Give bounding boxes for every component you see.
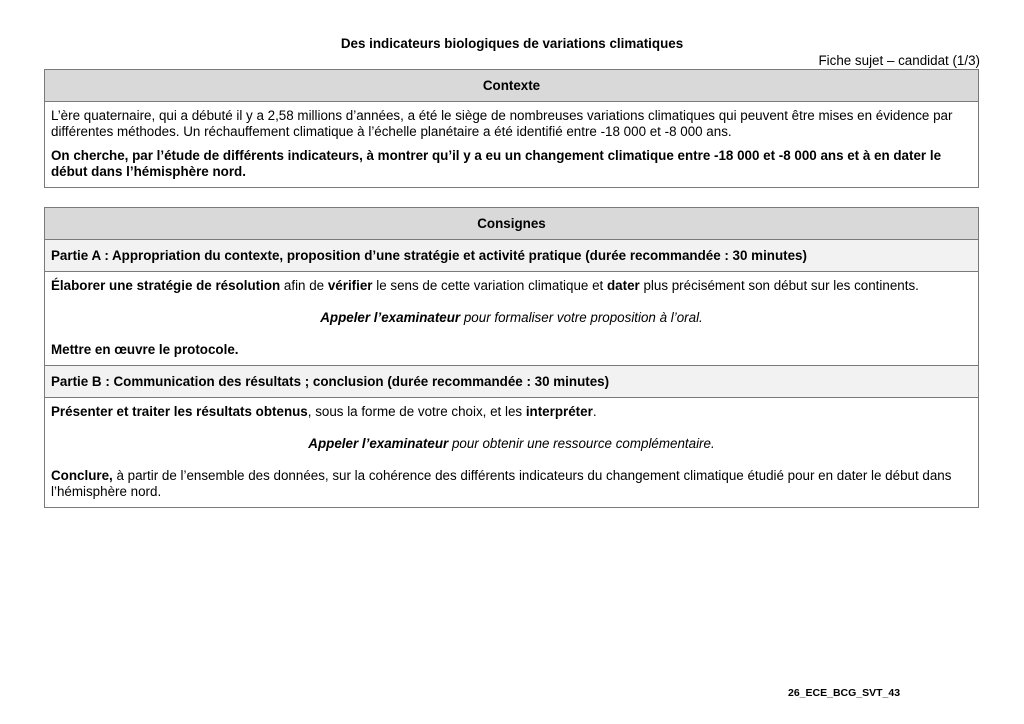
contexte-paragraph: L’ère quaternaire, qui a débuté il y a 2,58 millions d’années, a été le siège de nombreuses variations climatiques qui peuvent être mises en évidence par différentes méthodes. Un réchauffement climatique à l’échelle planétaire a été identifié entre -18 000 et -8 000 ans. xyxy=(51,108,953,139)
conclude-label: Conclure, xyxy=(51,468,113,483)
partie-b-body xyxy=(45,398,978,507)
call-examiner-label: Appeler l’examinateur xyxy=(308,436,449,451)
document-title: Des indicateurs biologiques de variations climatiques xyxy=(340,36,684,51)
contexte-section xyxy=(44,69,979,188)
document-code: 26_ECE_BCG_SVT_43 xyxy=(788,687,901,699)
partie-a-body xyxy=(45,272,978,366)
partie-b-call-examiner xyxy=(51,436,972,452)
instruction-verify: vérifier xyxy=(327,278,373,293)
call-examiner-text: pour obtenir une ressource complémentaire. xyxy=(448,436,715,451)
instruction-text: afin de xyxy=(280,278,328,293)
consignes-heading: Consignes xyxy=(45,208,978,240)
contexte-heading: Contexte xyxy=(45,70,978,102)
instruction-text: le sens de cette variation climatique et xyxy=(372,278,607,293)
instruction-text: . xyxy=(592,404,597,419)
instruction-text: plus précisément son début sur les continents. xyxy=(639,278,919,293)
contexte-objective: On cherche, par l’étude de différents indicateurs, à montrer qu’il y a eu un changement climatique entre -18 000 et -8 000 ans et à en dater le début dans l’hémisphère nord. xyxy=(51,148,942,179)
partie-a-call-examiner xyxy=(51,310,972,326)
partie-a-protocol: Mettre en œuvre le protocole. xyxy=(51,342,239,357)
conclude-text: à partir de l’ensemble des données, sur la cohérence des différents indicateurs du changement climatique étudié pour en dater le début dans l’hémisphère nord. xyxy=(51,468,952,499)
contexte-body xyxy=(45,102,978,187)
instruction-interpret: interpréter xyxy=(525,404,593,419)
call-examiner-label: Appeler l’examinateur xyxy=(320,310,461,325)
partie-a-heading: Partie A : Appropriation du contexte, proposition d’une stratégie et activité pratique (durée recommandée : 30 minutes) xyxy=(45,240,978,272)
partie-a-instruction xyxy=(51,278,972,294)
consignes-section xyxy=(44,207,979,508)
partie-b-conclusion xyxy=(51,468,972,500)
instruction-date: dater xyxy=(606,278,640,293)
document-subtitle: Fiche sujet – candidat (1/3) xyxy=(818,53,980,68)
call-examiner-text: pour formaliser votre proposition à l’oral. xyxy=(460,310,703,325)
partie-b-instruction xyxy=(51,404,972,420)
instruction-strategy: Élaborer une stratégie de résolution xyxy=(51,278,281,293)
partie-b-heading: Partie B : Communication des résultats ; conclusion (durée recommandée : 30 minutes) xyxy=(45,366,978,398)
instruction-present: Présenter et traiter les résultats obtenus xyxy=(51,404,308,419)
instruction-text: , sous la forme de votre choix, et les xyxy=(307,404,526,419)
